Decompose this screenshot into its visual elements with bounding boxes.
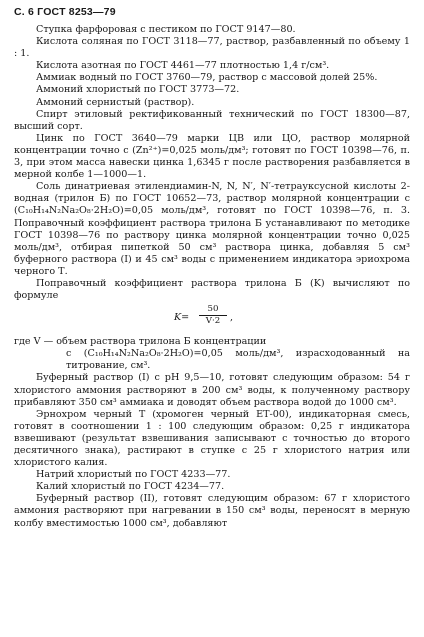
paragraph-eriochrome: Эрнохром черный Т (хромоген черный ЕТ-00), индикаторная смесь, готовят в соотношении 1 : 100 следующим образом: 0,25 г индикатора взвешивают (результат взвешивания записывают с точностью до второго десятичного знака), растирают в ступке с 25 г хлористого натрия или хлористого калия. [14,408,410,469]
formula-where-line1: где V — объем раствора трилона Б концентрации [14,336,267,348]
paragraph-nitric-acid: Кислота азотная по ГОСТ 4461—77 плотностью 1,4 г/см³. [36,60,330,72]
paragraph-potassium-chloride: Калий хлористый по ГОСТ 4234—77. [36,481,225,493]
formula-tail: , [230,312,234,324]
formula-numerator: 50 [199,304,227,316]
formula-fraction [199,304,227,326]
paragraph-buffer-2: Буферный раствор (II), готовят следующим образом: 67 г хлористого аммония растворяют при нагревании в 150 см³ воды, переносят в мерную колбу вместимостью 1000 см³, добавляют [14,493,410,529]
paragraph-hydrochloric-acid: Кислота соляная по ГОСТ 3118—77, раствор, разбавленный по объему 1 : 1. [14,36,410,60]
paragraph-mortar: Ступка фарфоровая с пестиком по ГОСТ 9147—80. [36,24,296,35]
page-header: С. 6 ГОСТ 8253—79 [14,6,116,18]
paragraph-ammonium-sulfide: Аммоний сернистый (раствор). [36,96,195,108]
paragraph-ammonium-chloride: Аммоний хлористый по ГОСТ 3773—72. [36,84,240,96]
formula-where [14,336,410,372]
paragraph-zinc: Цинк по ГОСТ 3640—79 марки ЦВ или ЦО, раствор молярной концентрации точно c (Zn²⁺)=0,025 моль/дм³; готовят по ГОСТ 10398—76, п. 3, при этом масса навески цинка 1,6345 г после растворения разбавляется в мерной колбе 1—1000—1. [14,132,410,181]
formula-where-line2: c (C₁₀H₁₄N₂Na₂O₈·2H₂O)=0,05 моль/дм³, израсходованный на титрование, см³. [66,348,410,372]
document-body [14,24,410,530]
formula-denominator: V·2 [205,316,221,327]
formula-lhs: K= [174,312,190,324]
paragraph-sodium-chloride: Натрий хлористый по ГОСТ 4233—77. [36,469,231,481]
formula-k [14,304,410,334]
paragraph-buffer-1: Буферный раствор (I) с pH 9,5—10, готовят следующим образом: 54 г хлористого аммония растворяют в 200 см³ воды, к полученному раствору прибавляют 350 см³ аммиака и доводят объем раствора водой до 1000 см³. [14,372,410,408]
paragraph-trilon-b: Соль динатриевая этилендиамин-N, N, N′, N′-тетрауксусной кислоты 2-водная (трилон Б) по ГОСТ 10652—73, раствор молярной концентрации c (C₁₀H₁₄N₂Na₂O₈·2H₂O)=0,05 моль/дм³, готовят по ГОСТ 10398—76, п. 3. Поправочный коэффициент раствора трилона Б устанавливают по методике ГОСТ 10398—76 по раствору цинка молярной концентрации точно 0,025 моль/дм³, отбирая пипеткой 50 см³ раствора цинка, добавляя 5 см³ буферного раствора (I) и 45 см³ воды с применением индикатора эриохрома черного Т. [14,181,410,277]
paragraph-correction-factor: Поправочный коэффициент раствора трилона Б (K) вычисляют по формуле [14,277,410,302]
paragraph-ammonia: Аммиак водный по ГОСТ 3760—79, раствор с массовой долей 25%. [36,72,378,84]
paragraph-ethanol: Спирт этиловый ректификованный технический по ГОСТ 18300—87, высший сорт. [14,108,410,132]
